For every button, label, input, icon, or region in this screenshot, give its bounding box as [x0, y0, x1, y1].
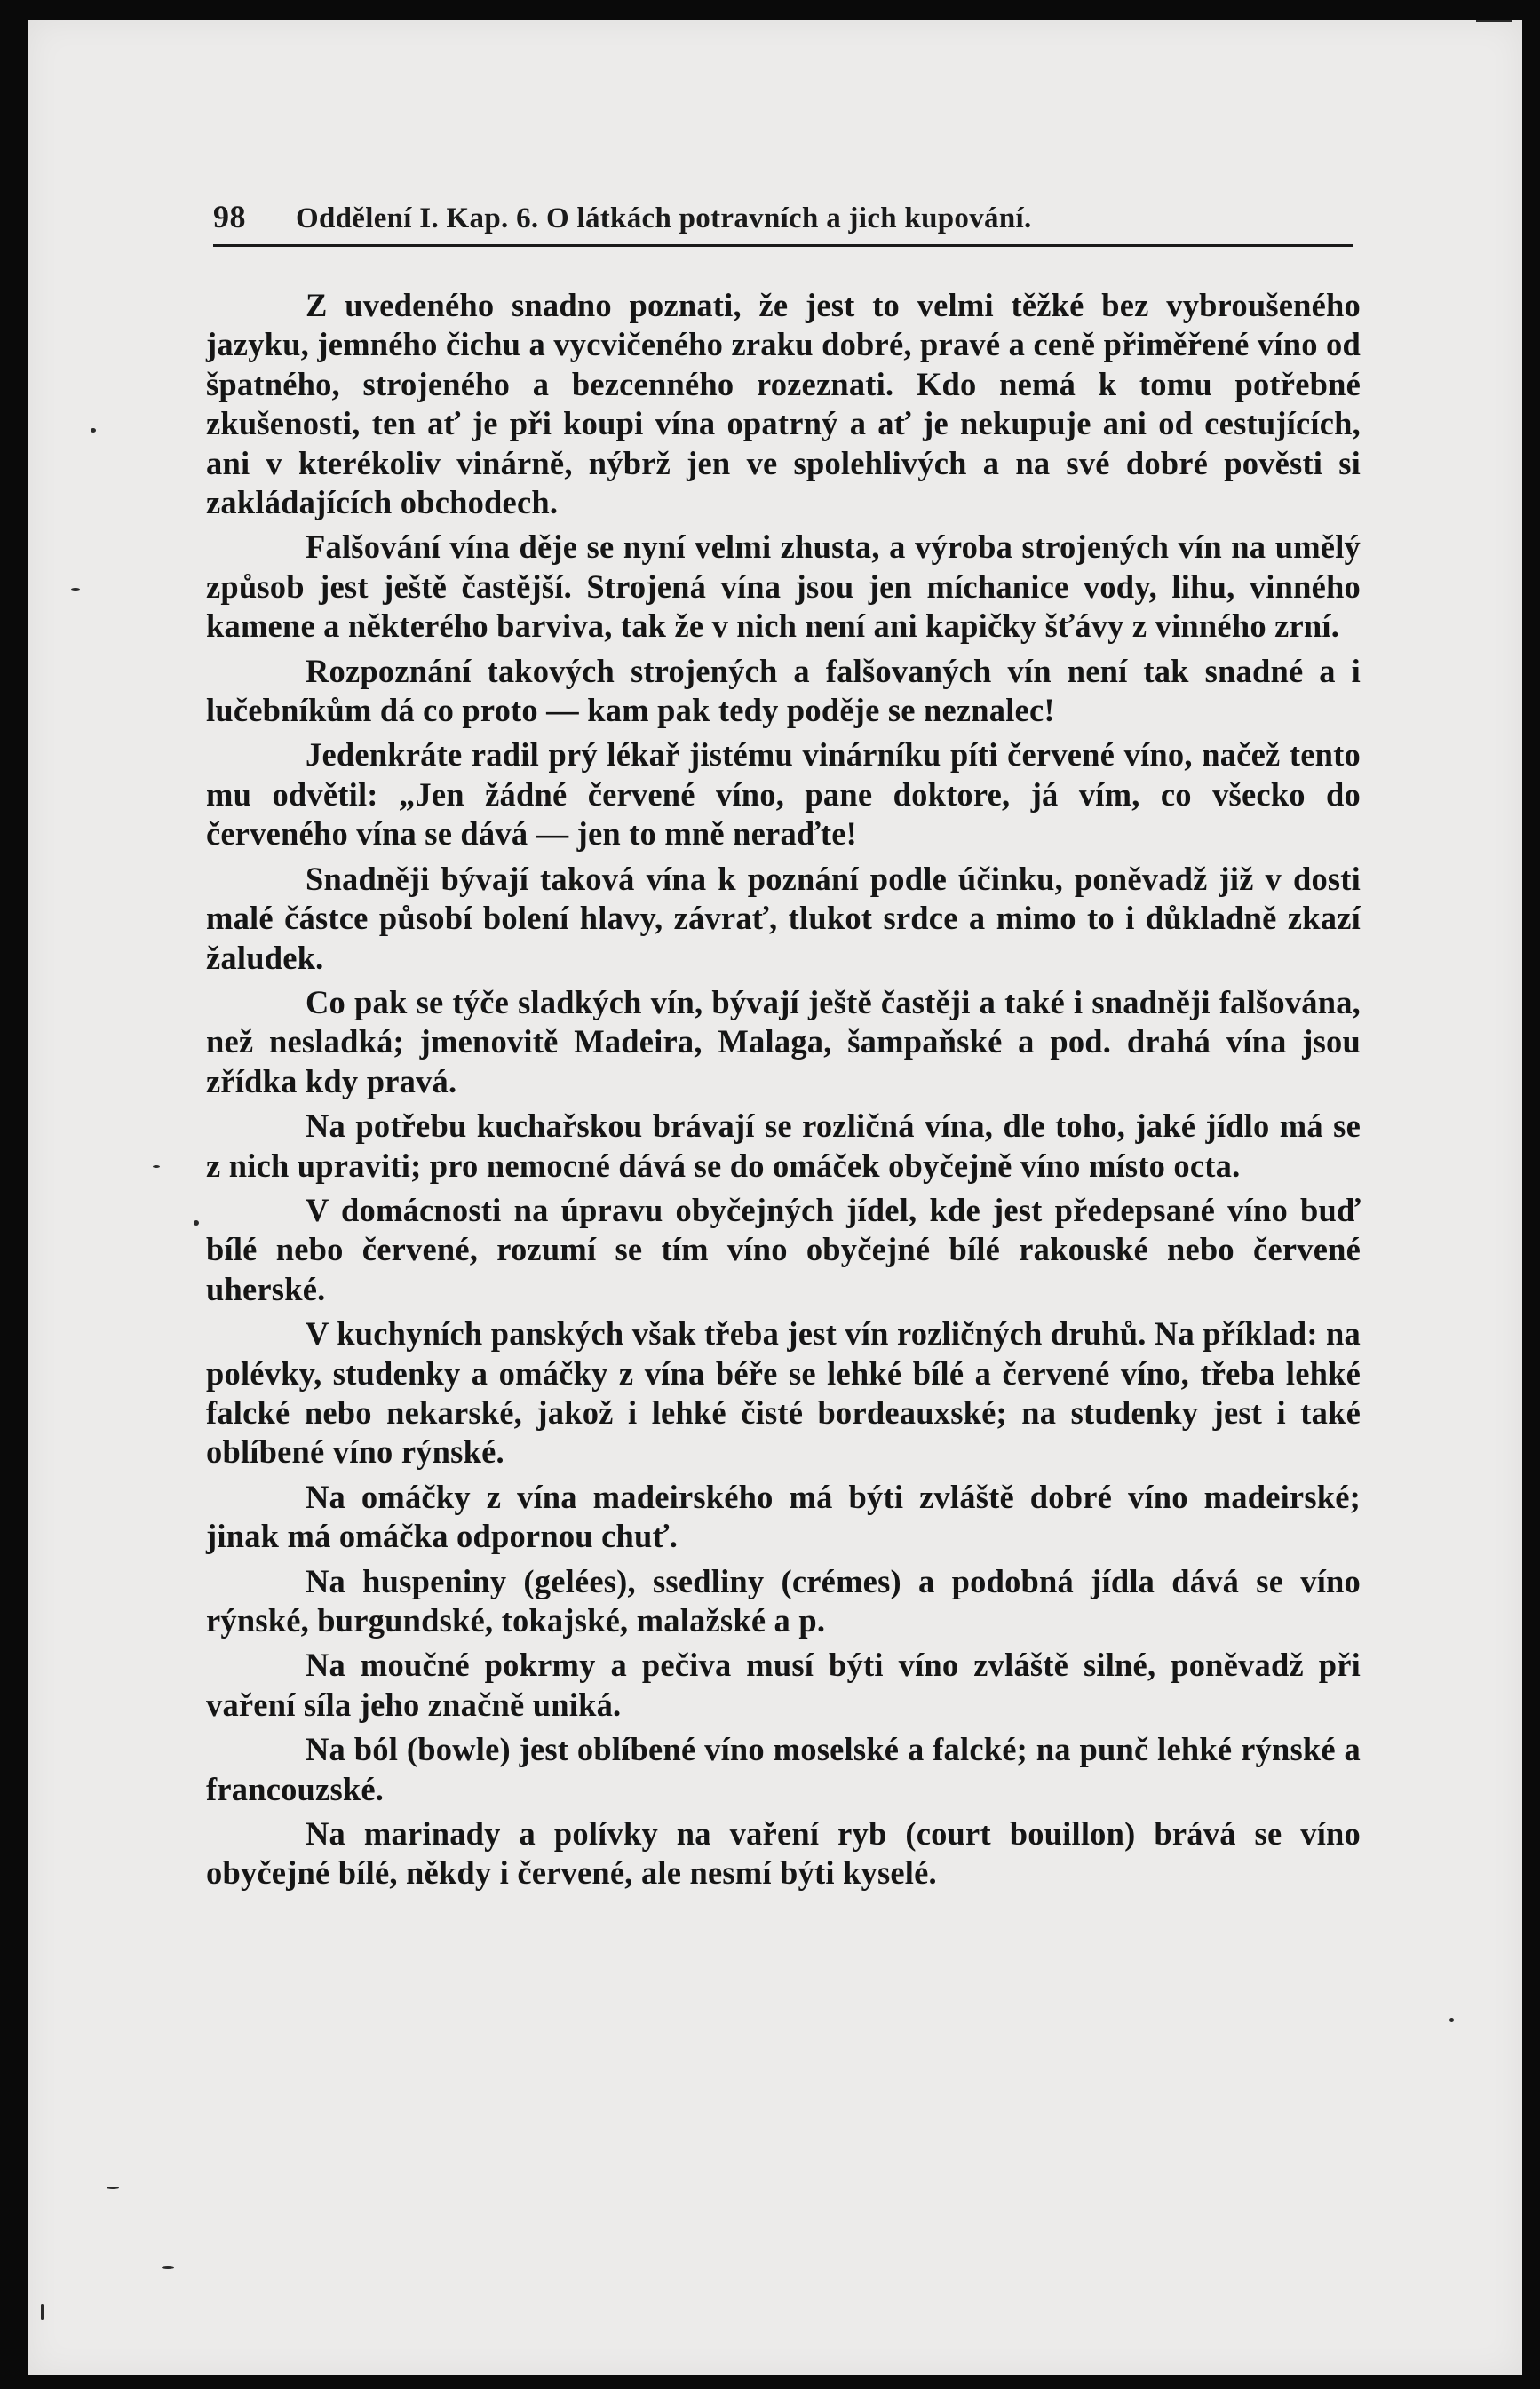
paragraph: Na moučné pokrmy a pečiva musí býti víno zvláště silné, poněvadž při vaření síla jeho značně uniká. [206, 1647, 1361, 1723]
body-text [206, 286, 1361, 1899]
page-header [213, 194, 1353, 247]
paragraph: Na omáčky z vína madeirského má býti zvláště dobré víno madeirské; jinak má omáčka odpornou chuť. [206, 1478, 1361, 1555]
speck-mark [1449, 2018, 1454, 2022]
speck-mark [153, 1165, 160, 1168]
paragraph: Na marinady a polívky na vaření ryb (court bouillon) brává se víno obyčejné bílé, někdy i červené, ale nesmí býti kyselé. [206, 1815, 1361, 1892]
speck-mark [91, 428, 96, 433]
paragraph: Z uvedeného snadno poznati, že jest to velmi těžké bez vybroušeného jazyku, jemného čichu a vycvičeného zraku dobré, pravé a ceně přiměřené víno od špatného, strojeného a bezcenného rozeznati. Kdo nemá k tomu potřebné zkušenosti, ten ať je při koupi vína opatrný a ať je nekupuje ani od cestujících, ani v kterékoliv vinárně, nýbrž jen ve spolehlivých a na své dobré pověsti si zakládajících obchodech. [206, 287, 1361, 521]
speck-mark [194, 1220, 199, 1226]
paragraph: Snadněji bývají taková vína k poznání podle účinku, poněvadž již v dosti malé částce působí bolení hlavy, závrať, tlukot srdce a mimo to i důkladně zkazí žaludek. [206, 860, 1361, 976]
paragraph: Co pak se týče sladkých vín, bývají ještě častěji a také i snadněji falšována, než nesladká; jmenovitě Madeira, Malaga, šampaňské a pod. drahá vína jsou zřídka kdy pravá. [206, 983, 1361, 1099]
paragraph: Na potřebu kuchařskou brávají se rozličná vína, dle toho, jaké jídlo má se z nich upraviti; pro nemocné dává se do omáček obyčejně víno místo octa. [206, 1107, 1361, 1184]
paragraph: Na huspeniny (gelées), ssedliny (crémes) a podobná jídla dává se víno rýnské, burgundské, tokajské, malažské a p. [206, 1562, 1361, 1639]
paragraph: V kuchyních panských však třeba jest vín rozličných druhů. Na příklad: na polévky, studenky a omáčky z vína béře se lehké bílé a červené víno, třeba lehké falcké nebo nekarské, jakož i lehké čisté bordeauxské; na studenky jest i také oblíbené víno rýnské. [206, 1315, 1361, 1471]
paragraph: V domácnosti na úpravu obyčejných jídel, kde jest předepsané víno buď bílé nebo červené, rozumí se tím víno obyčejné bílé rakouské nebo červené uherské. [206, 1191, 1361, 1307]
paragraph: Falšování vína děje se nyní velmi zhusta, a výroba strojených vín na umělý způsob jest ještě častější. Strojená vína jsou jen míchanice vody, lihu, vinného kamene a některého barviva, tak že v nich není ani kapičky šťávy z vinného zrní. [206, 528, 1361, 645]
speck-mark [41, 2304, 44, 2320]
speck-mark [1476, 20, 1512, 22]
speck-mark [107, 2187, 119, 2189]
paragraph: Rozpoznání takových strojených a falšovaných vín není tak snadné a i lučebníkům dá co proto — kam pak tedy poděje se neznalec! [206, 652, 1361, 729]
speck-mark [71, 588, 80, 591]
page-number: 98 [213, 199, 246, 234]
speck-mark [162, 2266, 174, 2269]
paragraph: Jedenkráte radil prý lékař jistému vinárníku píti červené víno, načež tento mu odvětil: „Jen žádné červené víno, pane doktore, já vím, co všecko do červeného vína se dává — jen to mně neraďte! [206, 736, 1361, 853]
running-head: Oddělení I. Kap. 6. O látkách potravních a jich kupování. [296, 202, 1032, 234]
paragraph: Na ból (bowle) jest oblíbené víno moselské a falcké; na punč lehké rýnské a francouzské. [206, 1731, 1361, 1807]
